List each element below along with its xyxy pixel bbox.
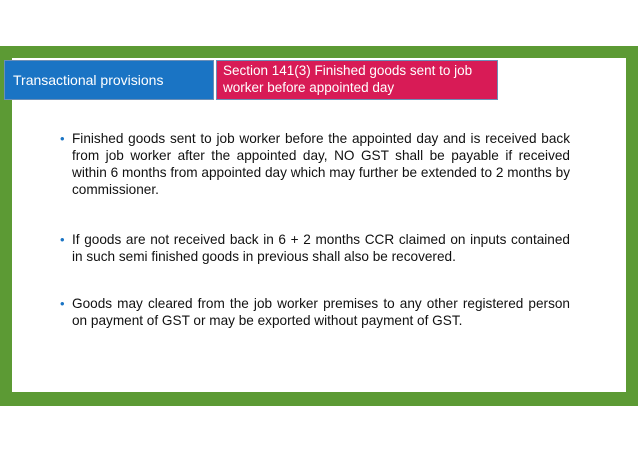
bullet-icon: • xyxy=(60,131,65,146)
bullet-icon: • xyxy=(60,232,65,247)
bullet-list xyxy=(60,130,570,329)
section-tag xyxy=(216,60,498,100)
topic-tag-label: Transactional provisions xyxy=(13,71,164,88)
bullet-item xyxy=(60,130,570,198)
bullet-item xyxy=(60,231,570,265)
section-tag-label: Section 141(3) Finished goods sent to job worker before appointed day xyxy=(223,63,473,95)
bullet-item xyxy=(60,295,570,329)
topic-tag xyxy=(4,60,214,100)
bullet-text: Finished goods sent to job worker before the appointed day and is received back from job worker after the appointed day, NO GST shall be payable if received within 6 months from appointed day which may further be extended to 2 months by commissioner. xyxy=(72,131,570,197)
bullet-icon: • xyxy=(60,296,65,311)
bullet-text: Goods may cleared from the job worker premises to any other registered person on payment of GST or may be exported without payment of GST. xyxy=(72,296,570,328)
bullet-text: If goods are not received back in 6 + 2 months CCR claimed on inputs contained in such semi finished goods in previous shall also be recovered. xyxy=(72,232,570,264)
